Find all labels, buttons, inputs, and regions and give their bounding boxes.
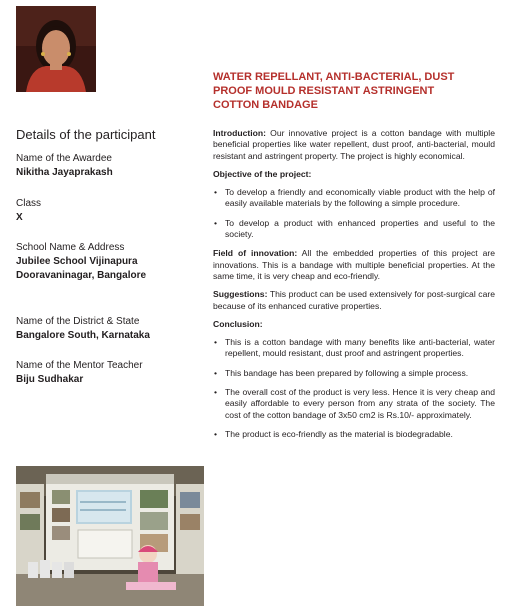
school-field	[16, 241, 201, 283]
conclusion-item	[213, 368, 495, 379]
field-paragraph	[213, 248, 495, 282]
bullet-icon: •	[214, 337, 218, 348]
conclusion-text: The product is eco-friendly as the material is biodegradable.	[225, 428, 453, 439]
district-value: Bangalore South, Karnataka	[16, 330, 150, 341]
class-label: Class	[16, 198, 42, 209]
title-line-1: WATER REPELLANT, ANTI-BACTERIAL, DUST	[213, 71, 455, 83]
school-address: Dooravaninagar, Bangalore	[16, 270, 147, 281]
school-name: Jubilee School Vijinapura	[16, 256, 138, 267]
class-field	[16, 197, 201, 225]
conclusion-text: This is a cotton bandage with many benefits like anti-bacterial, water repellent, mould resistant, dust proof and astringent properties.	[225, 337, 495, 359]
field-text: All the embedded properties of this project are innovations. This is a bandage with multiple beneficial properties. At the same time, it is very cheap and eco-friendly.	[213, 248, 495, 281]
bullet-icon: •	[214, 428, 218, 439]
exhibit-photo	[16, 466, 204, 606]
awardee-name: Nikitha Jayaprakash	[16, 167, 113, 178]
district-field	[16, 315, 201, 343]
conclusion-text: The overall cost of the product is very less. Hence it is very cheap and easily affordable to every person from any strata of the society. The cost of the cotton bandage of 3x50 cm2 is Rs.10/- approximately.	[225, 387, 495, 420]
portrait-photo	[16, 6, 96, 92]
conclusion-item	[213, 387, 495, 421]
mentor-field	[16, 359, 201, 387]
bullet-icon: •	[214, 217, 218, 228]
field-label: Field of innovation:	[213, 248, 298, 259]
details-heading: Details of the participant	[16, 127, 156, 142]
objective-text: To develop a friendly and economically viable product with the help of easily available materials by the following a simple procedure.	[225, 187, 495, 209]
introduction-paragraph	[213, 128, 495, 162]
exhibit-scene	[16, 466, 204, 606]
awardee-field	[16, 152, 201, 180]
suggestions-label: Suggestions:	[213, 289, 268, 300]
suggestions-paragraph	[213, 289, 495, 312]
bullet-icon: •	[214, 187, 218, 198]
bullet-icon: •	[214, 387, 218, 398]
title-line-2: PROOF MOULD RESISTANT ASTRINGENT	[213, 85, 435, 97]
project-body	[213, 128, 495, 448]
participant-portrait	[16, 6, 96, 92]
objective-item	[213, 218, 495, 241]
title-line-3: COTTON BANDAGE	[213, 99, 318, 111]
suggestions-text: This product can be used extensively for post-surgical care because of its enhanced curative properties.	[213, 289, 495, 311]
bullet-icon: •	[214, 367, 218, 378]
introduction-label: Introduction:	[213, 128, 266, 138]
conclusion-heading: Conclusion:	[213, 318, 263, 329]
objective-item	[213, 187, 495, 210]
awardee-label: Name of the Awardee	[16, 153, 112, 164]
project-title	[213, 70, 498, 112]
objective-text: To develop a product with enhanced properties and useful to the society.	[225, 217, 495, 240]
district-label: Name of the District & State	[16, 316, 140, 327]
school-label: School Name & Address	[16, 242, 125, 253]
conclusion-item	[213, 337, 495, 360]
class-value: X	[16, 212, 23, 223]
mentor-label: Name of the Mentor Teacher	[16, 360, 143, 371]
conclusion-item	[213, 429, 495, 440]
conclusion-text: This bandage has been prepared by following a simple process.	[225, 367, 469, 378]
objective-heading: Objective of the project:	[213, 168, 312, 179]
introduction-text: Our innovative project is a cotton bandage with multiple beneficial properties like water repellent, dust proof, anti-bacterial, mould resistant and astringent property. The project is highly economical.	[213, 128, 495, 161]
mentor-name: Biju Sudhakar	[16, 374, 84, 385]
